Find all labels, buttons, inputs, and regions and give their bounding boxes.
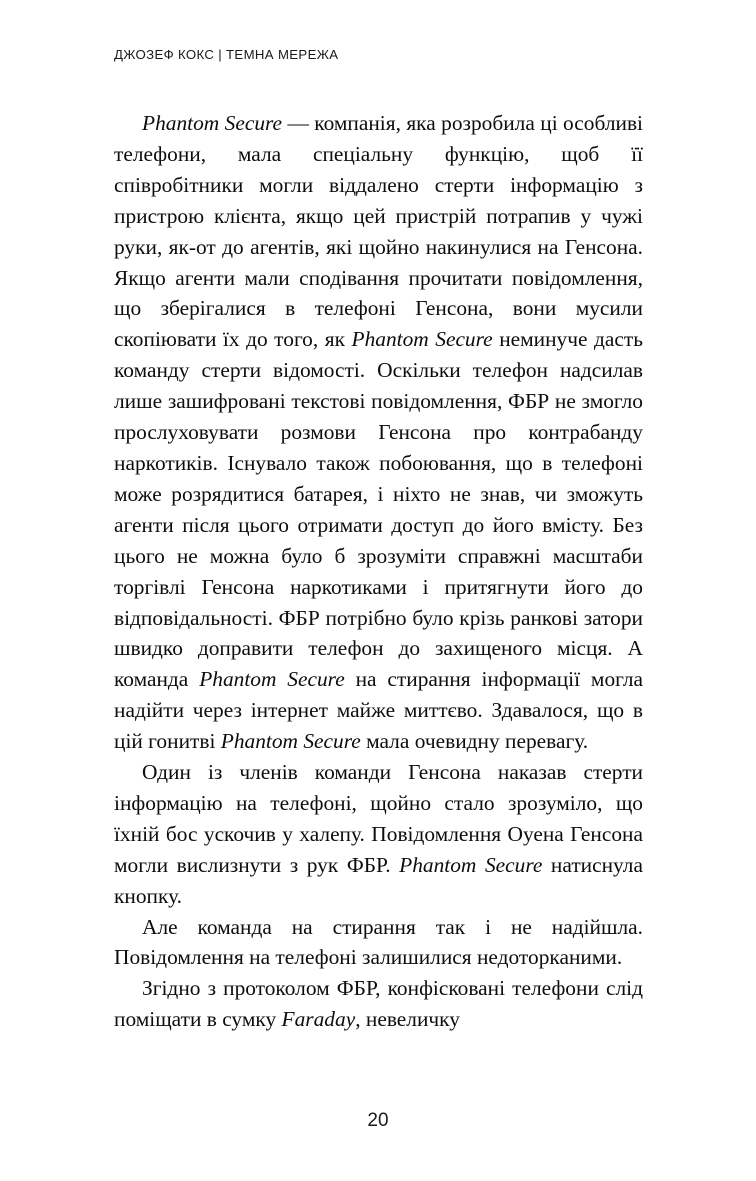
page-number: 20	[367, 1110, 389, 1131]
paragraph: Phantom Secure — компанія, яка розробила ці особливі телефони, мала спеціальну функцію, щоб її співробітники могли віддалено стерти інформацію з пристрою клієнта, якщо цей пристрій потрапив у чужі руки, як-от до агентів, які щойно накинулися на Генсона. Якщо агенти мали сподівання прочитати повідомлення, що зберігалися в телефоні Генсона, вони мусили скопіювати їх до того, як Phantom Secure неминуче дасть команду стерти відомості. Оскільки телефон надсилав лише зашифровані текстові повідомлення, ФБР не змогло прослуховувати розмови Генсона про контрабанду наркотиків. Існувало також побоювання, що в телефоні може розрядитися батарея, і ніхто не знав, чи зможуть агенти після цього отримати доступ до його вмісту. Без цього не можна було б зрозуміти справжні масштаби торгівлі Генсона наркотиками і притягнути його до відповідальності. ФБР потрібно було крізь ранкові затори швидко доправити телефон до захищеного місця. А команда Phantom Secure на стирання інформації могла надійти через інтернет майже миттєво. Здавалося, що в цій гонитві Phantom Secure мала очевидну перевагу.	[114, 111, 643, 754]
running-head: ДЖОЗЕФ КОКС | ТЕМНА МЕРЕЖА	[114, 47, 339, 62]
paragraph: Згідно з протоколом ФБР, конфісковані телефони слід поміщати в сумку Faraday, невеличку	[114, 976, 643, 1032]
paragraph: Але команда на стирання так і не надійшла. Повідомлення на телефоні залишилися недоторканими.	[114, 914, 643, 970]
body-text-block	[114, 108, 643, 1035]
paragraph: Один із членів команди Генсона наказав стерти інформацію на телефоні, щойно стало зрозуміло, що їхній бос ускочив у халепу. Повідомлення Оуена Генсона могли вислизнути з рук ФБР. Phantom Secure натиснула кнопку.	[114, 760, 643, 908]
